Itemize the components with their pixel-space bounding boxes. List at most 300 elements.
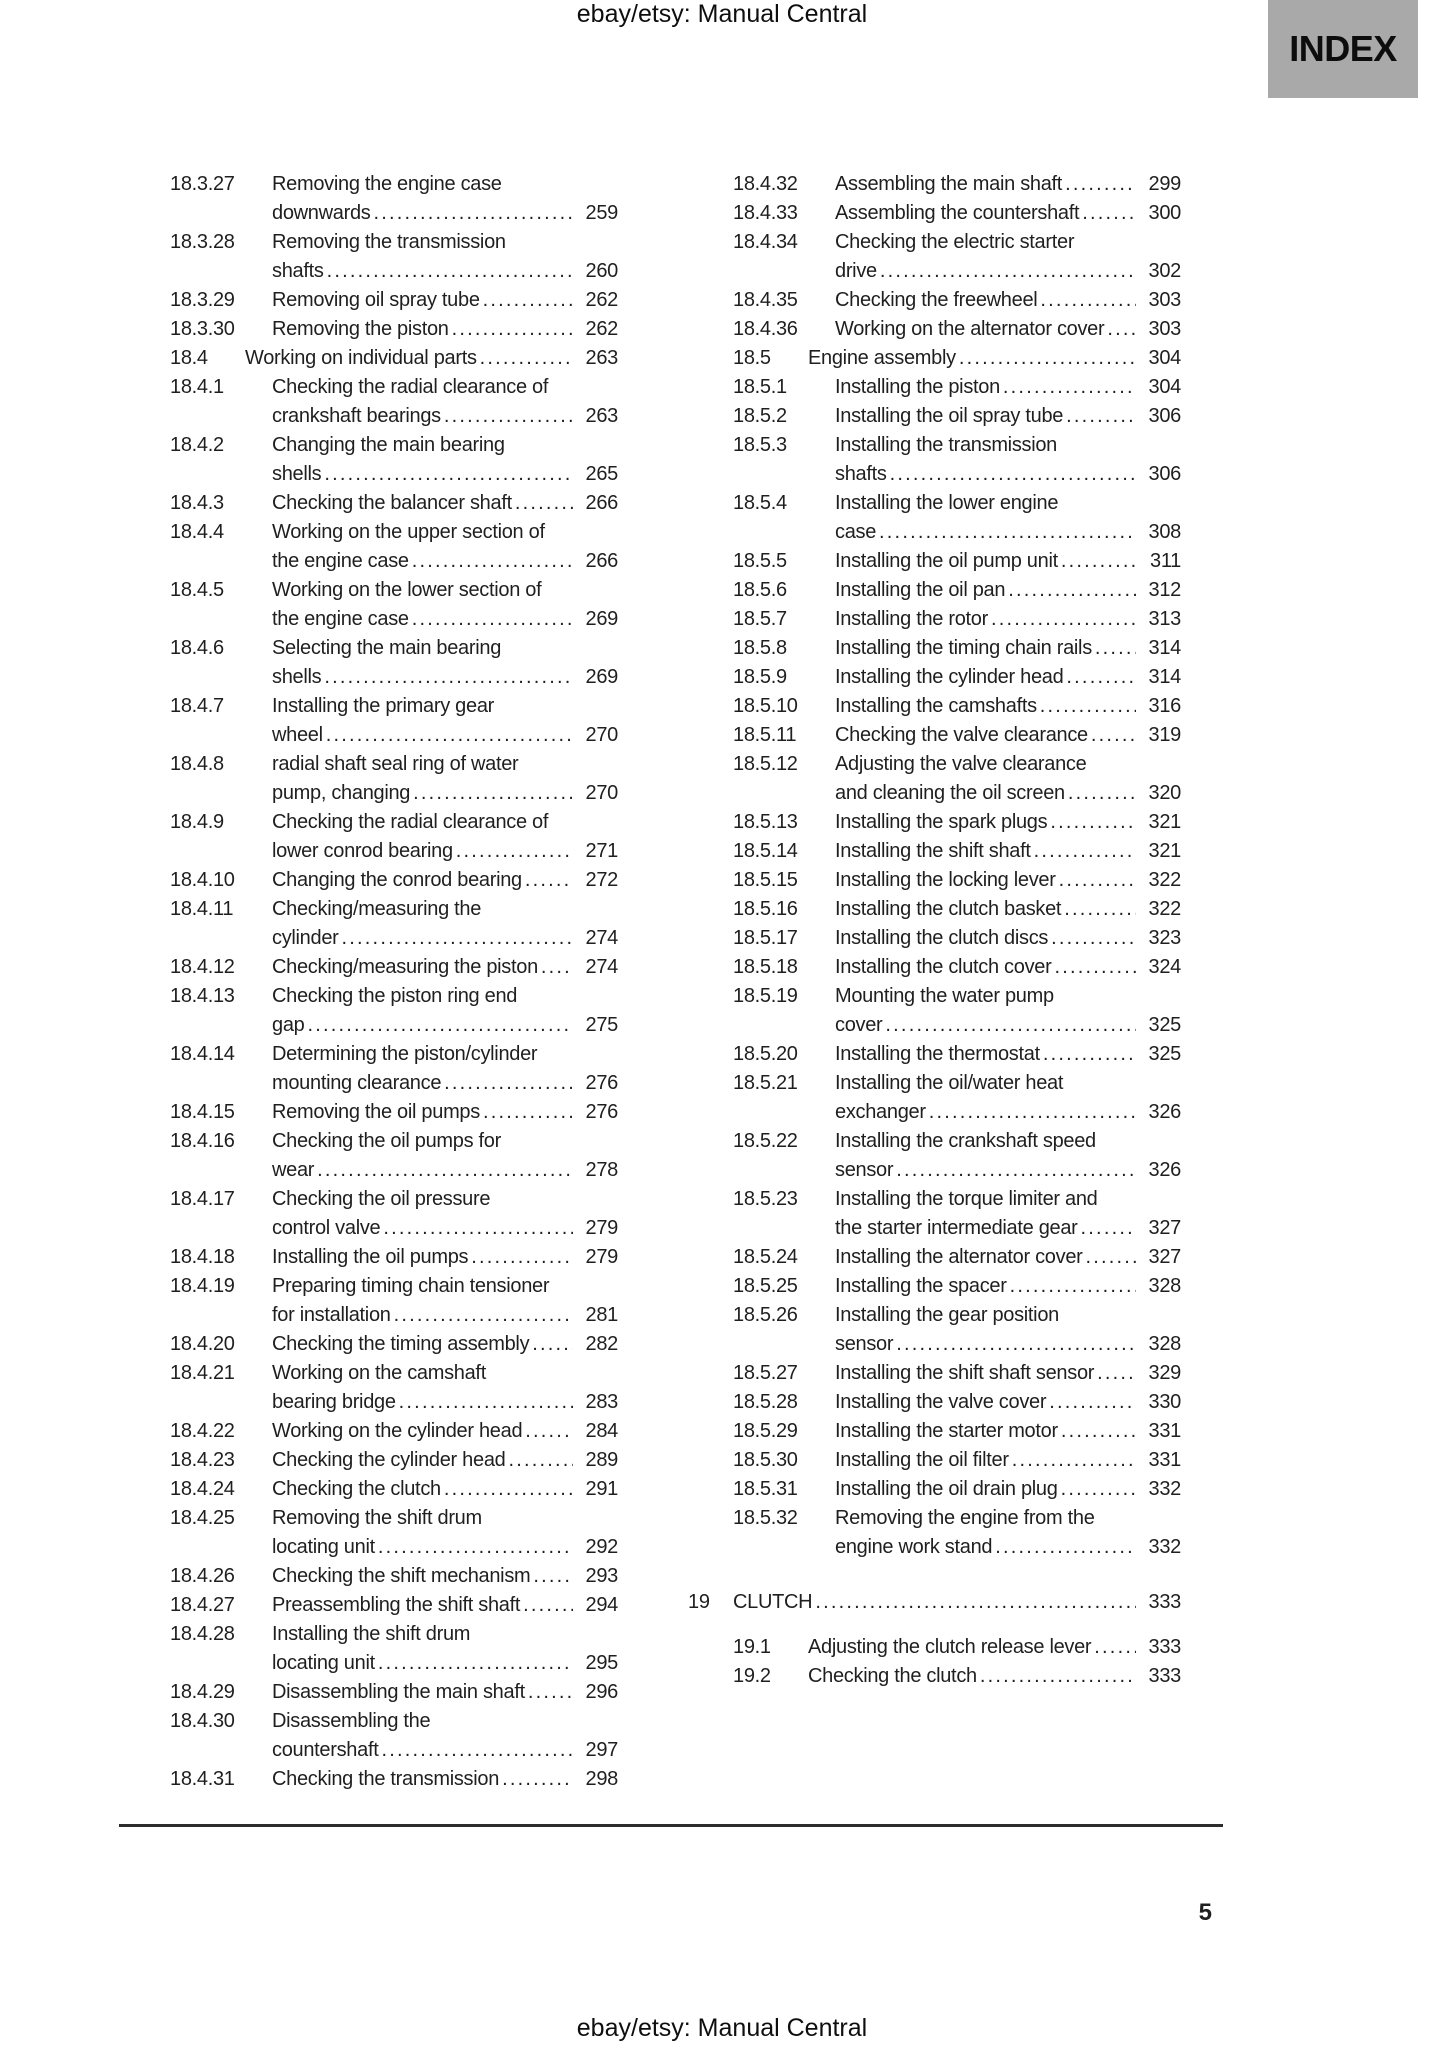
entry-title-line (835, 402, 1181, 431)
toc-entry (733, 1040, 1181, 1069)
entry-title-text: case (835, 521, 877, 543)
dot-leader (444, 1069, 573, 1098)
entry-page-number: 279 (585, 1246, 618, 1268)
entry-title-line: Removing the engine case (272, 173, 502, 195)
entry-page-number: 332 (1148, 1536, 1181, 1558)
toc-entry (170, 1591, 618, 1620)
entry-body (272, 1591, 618, 1620)
entry-page-number: 314 (1148, 637, 1181, 659)
entry-number: 18.4.9 (170, 811, 224, 833)
entry-number: 18.5.30 (733, 1449, 798, 1471)
entry-page-number: 274 (585, 956, 618, 978)
dot-leader (1065, 170, 1136, 199)
dot-leader (896, 1156, 1136, 1185)
entry-body (272, 1098, 618, 1127)
entry-number: 18.4.25 (170, 1507, 235, 1529)
entry-number: 18.5.9 (733, 666, 787, 688)
toc-entry (733, 1633, 1181, 1662)
entry-title-line (835, 199, 1181, 228)
entry-page-number: 266 (585, 550, 618, 572)
entry-body (272, 1359, 618, 1417)
toc-entry (170, 895, 618, 953)
entry-number: 18.5 (733, 347, 771, 369)
dot-leader (880, 257, 1136, 286)
dot-leader (1050, 808, 1136, 837)
entry-body (272, 286, 618, 315)
entry-title-text: Installing the shift shaft (835, 840, 1031, 862)
entry-body (272, 170, 618, 228)
toc-entry (170, 286, 618, 315)
toc-entry (170, 315, 618, 344)
toc-entry (170, 344, 618, 373)
entry-page-number: 333 (1148, 1636, 1181, 1658)
entry-number: 18.4 (170, 347, 208, 369)
entry-title-text: Installing the oil spray tube (835, 405, 1064, 427)
entry-title-line (835, 663, 1181, 692)
entry-title-text: locating unit (272, 1536, 375, 1558)
entry-title-line: Installing the gear position (835, 1304, 1059, 1326)
entry-title-line (835, 1475, 1181, 1504)
entry-title-line (272, 547, 618, 576)
entry-page-number: 271 (585, 840, 618, 862)
entry-page-number: 321 (1148, 840, 1181, 862)
dot-leader (444, 1475, 573, 1504)
entry-title-line (835, 1011, 1181, 1040)
entry-title-line: Checking the radial clearance of (272, 811, 549, 833)
dot-leader (523, 1591, 573, 1620)
entry-number: 18.5.15 (733, 869, 798, 891)
entry-title-line: Installing the oil/water heat (835, 1072, 1064, 1094)
entry-title-line: Installing the shift drum (272, 1623, 471, 1645)
entry-title-line (835, 1040, 1181, 1069)
dot-leader (1008, 576, 1136, 605)
entry-page-number: 324 (1148, 956, 1181, 978)
entry-title-line (272, 1736, 618, 1765)
entry-page-number: 296 (585, 1681, 618, 1703)
entry-number: 19.2 (733, 1665, 771, 1687)
entry-body (835, 605, 1181, 634)
entry-number: 18.5.25 (733, 1275, 798, 1297)
entry-body (808, 1662, 1181, 1691)
entry-title-text: Checking/measuring the piston (272, 956, 538, 978)
toc-entry (170, 170, 618, 228)
entry-body (272, 1765, 618, 1794)
entry-page-number: 299 (1148, 173, 1181, 195)
entry-page-number: 326 (1148, 1159, 1181, 1181)
entry-page-number: 322 (1148, 898, 1181, 920)
entry-number: 19.1 (733, 1636, 771, 1658)
entry-title-text: Installing the valve cover (835, 1391, 1047, 1413)
entry-body (835, 576, 1181, 605)
toc-entry (170, 750, 618, 808)
toc-entry (733, 895, 1181, 924)
entry-body (835, 1417, 1181, 1446)
entry-title-text: Installing the shift shaft sensor (835, 1362, 1095, 1384)
entry-number: 18.3.28 (170, 231, 235, 253)
dot-leader (1054, 953, 1136, 982)
entry-title-line: Working on the lower section of (272, 579, 542, 601)
dot-leader (1068, 779, 1136, 808)
entry-title-line: Mounting the water pump (835, 985, 1054, 1007)
entry-page-number: 303 (1148, 289, 1181, 311)
toc-entry (733, 1388, 1181, 1417)
entry-body (808, 1633, 1181, 1662)
entry-title-text: CLUTCH (733, 1591, 813, 1613)
entry-title-line (835, 953, 1181, 982)
entry-body (835, 315, 1181, 344)
dot-leader (413, 779, 573, 808)
entry-title-line (835, 634, 1181, 663)
entry-title-text: the engine case (272, 550, 409, 572)
toc-entry (733, 1475, 1181, 1504)
footer-rule (119, 1824, 1223, 1827)
dot-leader (1095, 634, 1136, 663)
entry-body (272, 431, 618, 489)
entry-title-text: Installing the locking lever (835, 869, 1056, 891)
entry-title-line (272, 1562, 618, 1591)
entry-body (835, 1301, 1181, 1359)
entry-page-number: 263 (585, 405, 618, 427)
entry-body (272, 692, 618, 750)
entry-body (835, 1069, 1181, 1127)
entry-title-line (835, 1272, 1181, 1301)
entry-number: 18.3.27 (170, 173, 235, 195)
entry-title-text: lower conrod bearing (272, 840, 453, 862)
dot-leader (525, 866, 573, 895)
entry-body (733, 1588, 1181, 1617)
toc-entry (733, 953, 1181, 982)
entry-body (272, 1417, 618, 1446)
toc-entry (170, 1272, 618, 1330)
entry-page-number: 269 (585, 666, 618, 688)
entry-title-line (835, 1243, 1181, 1272)
toc-entry (733, 982, 1181, 1040)
entry-title-line: radial shaft seal ring of water (272, 753, 519, 775)
entry-title-line: Removing the shift drum (272, 1507, 482, 1529)
entry-number: 18.5.22 (733, 1130, 798, 1152)
entry-number: 18.5.29 (733, 1420, 798, 1442)
entry-number: 18.4.23 (170, 1449, 235, 1471)
dot-leader (815, 1588, 1136, 1617)
entry-body (272, 1678, 618, 1707)
entry-title-line: Removing the engine from the (835, 1507, 1095, 1529)
entry-page-number: 306 (1148, 463, 1181, 485)
entry-number: 18.4.21 (170, 1362, 235, 1384)
entry-number: 18.5.6 (733, 579, 787, 601)
entry-body (835, 1475, 1181, 1504)
entry-body (272, 953, 618, 982)
toc-entry (733, 750, 1181, 808)
entry-page-number: 322 (1148, 869, 1181, 891)
entry-page-number: 283 (585, 1391, 618, 1413)
entry-page-number: 292 (585, 1536, 618, 1558)
entry-number: 18.4.36 (733, 318, 798, 340)
dot-leader (1107, 315, 1136, 344)
entry-body (835, 1446, 1181, 1475)
entry-title-line: Checking the electric starter (835, 231, 1075, 253)
entry-number: 18.5.31 (733, 1478, 798, 1500)
entry-body (272, 1185, 618, 1243)
entry-body (835, 663, 1181, 692)
entry-title-text: Preassembling the shift shaft (272, 1594, 521, 1616)
entry-number: 18.5.16 (733, 898, 798, 920)
entry-page-number: 294 (585, 1594, 618, 1616)
entry-page-number: 279 (585, 1217, 618, 1239)
dot-leader (381, 1736, 573, 1765)
entry-title-text: countershaft (272, 1739, 379, 1761)
entry-title-text: Adjusting the clutch release lever (808, 1636, 1092, 1658)
entry-title-text: locating unit (272, 1652, 375, 1674)
toc-entry (733, 1446, 1181, 1475)
entry-page-number: 325 (1148, 1014, 1181, 1036)
entry-page-number: 326 (1148, 1101, 1181, 1123)
entry-page-number: 295 (585, 1652, 618, 1674)
entry-number: 18.5.12 (733, 753, 798, 775)
entry-number: 18.5.18 (733, 956, 798, 978)
toc-entry (733, 489, 1181, 547)
entry-title-line (835, 1214, 1181, 1243)
entry-page-number: 265 (585, 463, 618, 485)
entry-number: 18.4.13 (170, 985, 235, 1007)
entry-title-text: cover (835, 1014, 883, 1036)
entry-title-line (272, 1011, 618, 1040)
entry-title-text: Installing the oil pumps (272, 1246, 469, 1268)
entry-body (835, 1504, 1181, 1562)
entry-number: 18.5.17 (733, 927, 798, 949)
entry-title-line: Adjusting the valve clearance (835, 753, 1087, 775)
entry-title-line (835, 286, 1181, 315)
entry-number: 18.5.14 (733, 840, 798, 862)
toc-entry (733, 1417, 1181, 1446)
toc-entry (733, 663, 1181, 692)
entry-title-line (272, 402, 618, 431)
toc-entry (733, 315, 1181, 344)
entry-body (835, 1243, 1181, 1272)
entry-title-line (835, 1446, 1181, 1475)
dot-leader (1061, 1475, 1136, 1504)
index-tab (1268, 0, 1418, 98)
entry-title-line (835, 1156, 1181, 1185)
entry-body (272, 1562, 618, 1591)
dot-leader (1091, 721, 1136, 750)
entry-page-number: 325 (1148, 1043, 1181, 1065)
entry-title-line: Installing the crankshaft speed (835, 1130, 1096, 1152)
toc-entry (170, 576, 618, 634)
entry-number: 18.4.12 (170, 956, 235, 978)
toc-entry (170, 1040, 618, 1098)
entry-title-text: Checking the cylinder head (272, 1449, 506, 1471)
entry-title-text: Checking the freewheel (835, 289, 1038, 311)
dot-leader (317, 1156, 573, 1185)
entry-body (835, 1388, 1181, 1417)
toc-entry (170, 518, 618, 576)
entry-title-line (733, 1588, 1181, 1617)
entry-title-text: Checking the clutch (808, 1665, 977, 1687)
entry-title-line (245, 344, 618, 373)
entry-title-text: Installing the starter motor (835, 1420, 1058, 1442)
toc-entry (170, 1127, 618, 1185)
entry-title-line: Installing the torque limiter and (835, 1188, 1098, 1210)
entry-title-text: Removing the piston (272, 318, 449, 340)
entry-page-number: 289 (585, 1449, 618, 1471)
entry-body (835, 431, 1181, 489)
dot-leader (1010, 1272, 1136, 1301)
entry-body (272, 1330, 618, 1359)
entry-title-text: engine work stand (835, 1536, 993, 1558)
entry-page-number: 330 (1148, 1391, 1181, 1413)
toc-entry (733, 924, 1181, 953)
entry-page-number: 304 (1148, 347, 1181, 369)
dot-leader (508, 1446, 573, 1475)
entry-page-number: 278 (585, 1159, 618, 1181)
entry-number: 18.4.8 (170, 753, 224, 775)
entry-title-text: Checking the transmission (272, 1768, 500, 1790)
entry-page-number: 274 (585, 927, 618, 949)
entry-number: 18.5.11 (733, 724, 797, 746)
entry-title-line (272, 1098, 618, 1127)
toc-column-right (688, 170, 1181, 1691)
entry-body (808, 344, 1181, 373)
entry-body (272, 373, 618, 431)
entry-number: 18.5.5 (733, 550, 787, 572)
entry-title-line (835, 1388, 1181, 1417)
footer-watermark: ebay/etsy: Manual Central (576, 2014, 868, 2042)
dot-leader (1064, 895, 1136, 924)
entry-title-text: wheel (272, 724, 323, 746)
entry-title-text: pump, changing (272, 782, 411, 804)
entry-body (272, 634, 618, 692)
entry-title-text: crankshaft bearings (272, 405, 441, 427)
toc-entry (733, 1069, 1181, 1127)
entry-title-text: exchanger (835, 1101, 926, 1123)
entry-title-text: Installing the timing chain rails (835, 637, 1092, 659)
dot-leader (1012, 1446, 1136, 1475)
entry-page-number: 276 (585, 1072, 618, 1094)
entry-page-number: 316 (1148, 695, 1181, 717)
toc-entry (170, 1620, 618, 1678)
entry-title-line (272, 315, 618, 344)
entry-title-text: downwards (272, 202, 371, 224)
entry-title-text: and cleaning the oil screen (835, 782, 1065, 804)
entry-number: 18.5.24 (733, 1246, 798, 1268)
toc-entry (170, 866, 618, 895)
dot-leader (324, 663, 573, 692)
dot-leader (1003, 373, 1136, 402)
entry-number: 18.5.21 (733, 1072, 798, 1094)
entry-title-line (808, 1662, 1181, 1691)
entry-title-text: Installing the camshafts (835, 695, 1037, 717)
entry-body (272, 1475, 618, 1504)
dot-leader (412, 547, 573, 576)
entry-title-text: Engine assembly (808, 347, 956, 369)
entry-title-line (808, 344, 1181, 373)
entry-title-text: Installing the spark plugs (835, 811, 1048, 833)
entry-title-line: Checking the oil pressure (272, 1188, 491, 1210)
entry-number: 18.4.18 (170, 1246, 235, 1268)
entry-title-line (272, 1301, 618, 1330)
toc-entry (733, 1272, 1181, 1301)
entry-page-number: 302 (1148, 260, 1181, 282)
toc-entry (170, 953, 618, 982)
entry-title-text: gap (272, 1014, 305, 1036)
entry-page-number: 282 (585, 1333, 618, 1355)
dot-leader (342, 924, 573, 953)
entry-page-number: 275 (585, 1014, 618, 1036)
toc-column-left (170, 170, 618, 1794)
dot-leader (1086, 1243, 1136, 1272)
entry-body (835, 1040, 1181, 1069)
entry-body (272, 750, 618, 808)
dot-leader (515, 489, 573, 518)
toc-entry (733, 605, 1181, 634)
dot-leader (412, 605, 573, 634)
toc-entry (170, 982, 618, 1040)
entry-body (835, 199, 1181, 228)
dot-leader (1034, 837, 1136, 866)
entry-title-text: the starter intermediate gear (835, 1217, 1078, 1239)
entry-title-line (272, 1330, 618, 1359)
entry-number: 19 (688, 1591, 710, 1613)
toc-entry (733, 199, 1181, 228)
entry-page-number: 321 (1148, 811, 1181, 833)
entry-title-line (272, 1533, 618, 1562)
entry-page-number: 269 (585, 608, 618, 630)
toc-entry (170, 1678, 618, 1707)
dot-leader (1040, 692, 1136, 721)
entry-page-number: 298 (585, 1768, 618, 1790)
entry-number: 18.5.28 (733, 1391, 798, 1413)
toc-entry (733, 402, 1181, 431)
toc-entry (170, 808, 618, 866)
entry-page-number: 313 (1148, 608, 1181, 630)
entry-number: 18.4.6 (170, 637, 224, 659)
entry-page-number: 306 (1148, 405, 1181, 427)
entry-body (835, 1185, 1181, 1243)
entry-title-line (835, 576, 1181, 605)
entry-body (835, 1359, 1181, 1388)
entry-number: 18.4.2 (170, 434, 224, 456)
entry-number: 18.4.29 (170, 1681, 235, 1703)
toc-entry (170, 1185, 618, 1243)
entry-page-number: 281 (585, 1304, 618, 1326)
toc-entry (170, 1707, 618, 1765)
entry-page-number: 333 (1148, 1591, 1181, 1613)
dot-leader (533, 1562, 573, 1591)
entry-title-line: Checking/measuring the (272, 898, 482, 920)
entry-title-text: sensor (835, 1159, 894, 1181)
dot-leader (525, 1417, 573, 1446)
toc-entry (733, 576, 1181, 605)
entry-title-line (272, 1765, 618, 1794)
entry-title-text: Assembling the countershaft (835, 202, 1080, 224)
entry-number: 18.4.15 (170, 1101, 235, 1123)
entry-title-text: Removing oil spray tube (272, 289, 480, 311)
toc-entry (170, 1765, 618, 1794)
dot-leader (383, 1214, 573, 1243)
entry-number: 18.4.7 (170, 695, 224, 717)
entry-title-line (272, 1475, 618, 1504)
entry-page-number: 260 (585, 260, 618, 282)
dot-leader (394, 1301, 573, 1330)
entry-page-number: 327 (1148, 1246, 1181, 1268)
toc-entry (170, 1504, 618, 1562)
entry-body (272, 1243, 618, 1272)
entry-title-line: Installing the primary gear (272, 695, 495, 717)
entry-number: 18.4.27 (170, 1594, 235, 1616)
dot-leader (991, 605, 1136, 634)
entry-number: 18.5.32 (733, 1507, 798, 1529)
entry-body (272, 895, 618, 953)
